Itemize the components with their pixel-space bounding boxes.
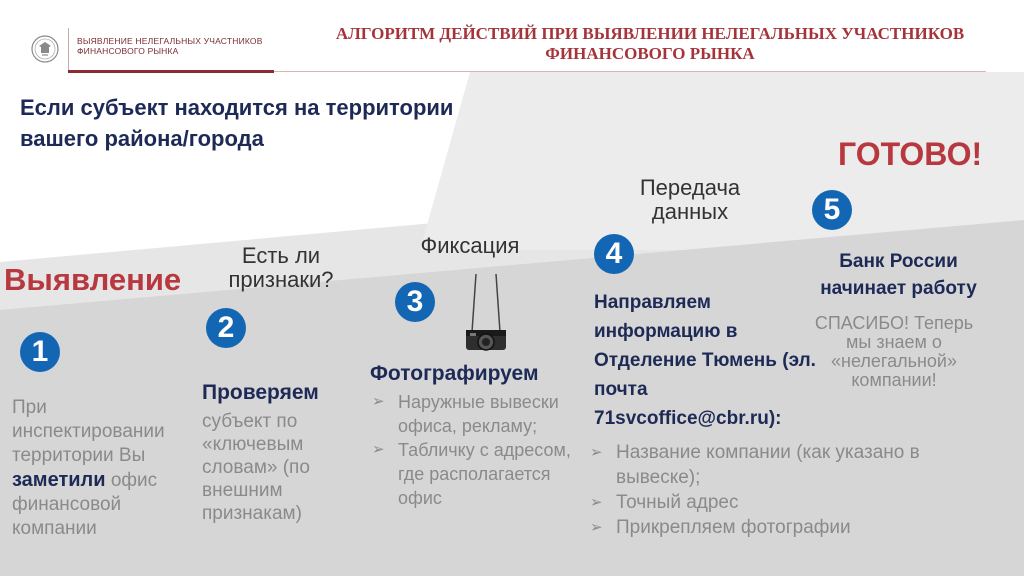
list-item: ➢ Наружные вывески офиса, рекламу;	[372, 390, 572, 438]
stage-fix: Фиксация	[420, 233, 520, 258]
subtitle-line-1: Если субъект находится на территории	[20, 95, 454, 120]
step-5-badge: 5	[812, 190, 852, 230]
bank-emblem-icon	[30, 34, 60, 64]
title-line-2: ФИНАНСОВОГО РЫНКА	[545, 44, 755, 63]
step-1-text-before: При инспектировании территории Вы	[12, 397, 165, 466]
step-1-text-bold: заметили	[12, 469, 106, 491]
detect-label: Выявление	[4, 262, 182, 297]
list-item: ➢ Название компании (как указано в вывеске);	[590, 440, 980, 490]
list-item: ➢ Табличку с адресом, где располагается офис	[372, 438, 572, 510]
header-divider	[68, 28, 69, 70]
step-5-heading: Банк России начинает работу	[820, 251, 977, 299]
step-1-text	[12, 396, 197, 541]
header-rule	[68, 70, 274, 73]
step-4-badge: 4	[594, 234, 634, 274]
step-2-heading: Проверяем	[202, 381, 319, 404]
list-item: ➢ Точный адрес	[590, 490, 980, 515]
stage-transfer-line-2: данных	[651, 199, 729, 224]
step-4-list	[590, 440, 980, 540]
page-title	[290, 24, 1010, 64]
step-2-body: субъект по «ключевым словам» (по внешним признакам)	[202, 411, 310, 524]
stage-signs	[206, 244, 356, 292]
subtitle	[20, 92, 580, 154]
org-line-1: ВЫЯВЛЕНИЕ НЕЛЕГАЛЬНЫХ УЧАСТНИКОВ	[77, 36, 263, 46]
title-line-1: АЛГОРИТМ ДЕЙСТВИЙ ПРИ ВЫЯВЛЕНИИ НЕЛЕГАЛЬНЫХ УЧАСТНИКОВ	[335, 24, 965, 43]
ready-label: ГОТОВО!	[838, 136, 983, 172]
camera-icon	[462, 266, 510, 356]
stage-signs-line-2: признаки?	[228, 267, 334, 292]
step-3-heading: Фотографируем	[370, 362, 539, 385]
step-4-heading: Направляем информацию в Отделение Тюмень (эл. почта 71svcoffice@cbr.ru):	[594, 292, 816, 429]
org-name	[77, 36, 263, 56]
header-line	[274, 71, 986, 72]
step-1-badge: 1	[20, 332, 60, 372]
step-5-thanks: СПАСИБО! Теперь мы знаем о «нелегальной» компании!	[814, 313, 974, 390]
stage-transfer-line-1: Передача	[639, 175, 741, 200]
step-3-badge: 3	[395, 282, 435, 322]
stage-signs-line-1: Есть ли	[241, 243, 321, 268]
org-line-2: ФИНАНСОВОГО РЫНКА	[77, 46, 179, 56]
subtitle-line-2: вашего района/города	[20, 126, 264, 151]
step-2-badge: 2	[206, 308, 246, 348]
stage-transfer	[610, 176, 770, 224]
list-item: ➢ Прикрепляем фотографии	[590, 515, 980, 540]
step-1-text-after: офис финансовой компании	[12, 470, 158, 539]
step-3-list	[372, 390, 572, 510]
